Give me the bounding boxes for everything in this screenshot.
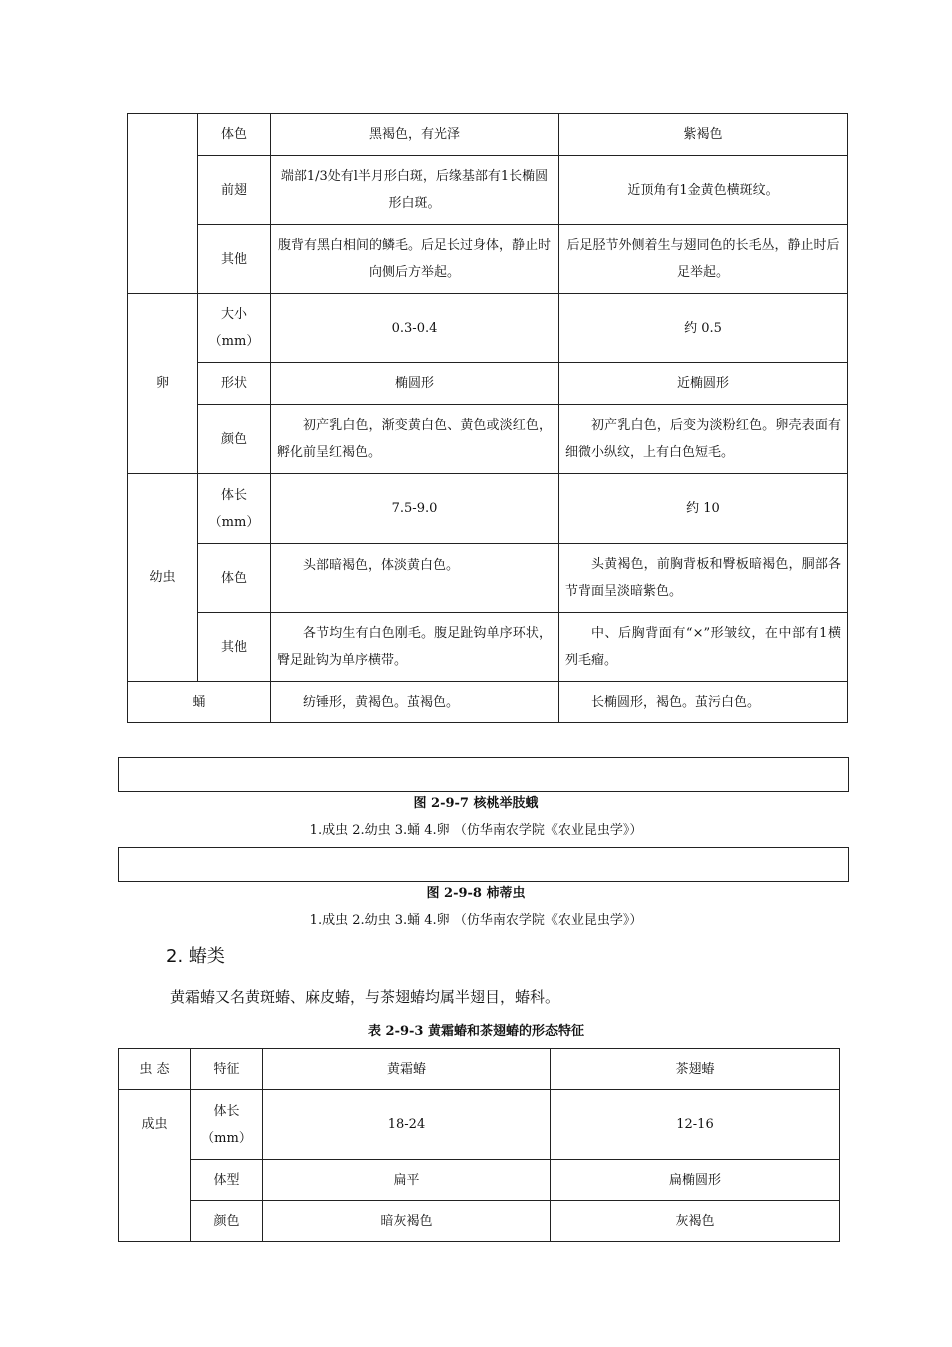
cell-b: 中、后胸背面有“×”形皱纹，在中部有1横列毛瘤。: [559, 613, 848, 682]
cell-a: 扁平: [263, 1160, 551, 1201]
cell-b: 约 10: [559, 474, 848, 544]
cell-a: 黑褐色，有光泽: [271, 114, 559, 156]
cell-b: 近顶角有1金黄色横斑纹。: [559, 156, 848, 225]
cell-a: 7.5-9.0: [271, 474, 559, 544]
cell-a: 0.3-0.4: [271, 294, 559, 363]
stage-cell-egg: 卵: [128, 294, 198, 474]
stage-cell-pupa: 蛹: [128, 682, 271, 723]
cell-a: 18-24: [263, 1090, 551, 1160]
cell-b: 近椭圆形: [559, 363, 848, 405]
feature-label: 大小（mm）: [198, 294, 271, 363]
cell-a: 腹背有黑白相间的鳞毛。后足长过身体，静止时向侧后方举起。: [271, 225, 559, 294]
cell-b: 灰褐色: [551, 1201, 840, 1242]
feature-label: 体色: [198, 544, 271, 613]
cell-b: 12-16: [551, 1090, 840, 1160]
figure-title: 图 2-9-7 核桃举肢蛾: [413, 796, 539, 811]
header-species-a: 黄霜蝽: [263, 1049, 551, 1090]
figure-placeholder: [118, 757, 849, 792]
feature-label: 其他: [198, 613, 271, 682]
figure-title: 图 2-9-8 柿蒂虫: [426, 886, 526, 901]
stink-bug-morphology-table: [118, 1048, 840, 1242]
header-species-b: 茶翅蝽: [551, 1049, 840, 1090]
figure-placeholder: [118, 847, 849, 882]
feature-label: 前翅: [198, 156, 271, 225]
cell-b: 紫褐色: [559, 114, 848, 156]
feature-label: 体色: [198, 114, 271, 156]
cell-b: 头黄褐色，前胸背板和臀板暗褐色，胴部各节背面呈淡暗紫色。: [559, 544, 848, 613]
feature-label: 体长（mm）: [191, 1090, 263, 1160]
cell-a: 初产乳白色，渐变黄白色、黄色或淡红色，孵化前呈红褐色。: [271, 405, 559, 474]
cell-a: 各节均生有白色刚毛。腹足趾钩单序环状，臀足趾钩为单序横带。: [271, 613, 559, 682]
cell-b: 约 0.5: [559, 294, 848, 363]
stage-cell-adult: 成虫: [119, 1090, 191, 1242]
feature-label: 形状: [198, 363, 271, 405]
cell-a: 端部1/3处有l半月形白斑，后缘基部有1长椭圆形白斑。: [271, 156, 559, 225]
feature-label: 其他: [198, 225, 271, 294]
feature-label: 体长（mm）: [198, 474, 271, 544]
header-stage: 虫 态: [119, 1049, 191, 1090]
cell-b: 后足胫节外侧着生与翅同色的长毛丛，静止时后足举起。: [559, 225, 848, 294]
feature-label: 颜色: [191, 1201, 263, 1242]
stage-cell-larva: 幼虫: [128, 474, 198, 682]
cell-b: 初产乳白色，后变为淡粉红色。卵壳表面有细微小纵纹，上有白色短毛。: [559, 405, 848, 474]
figure-caption: 1.成虫 2.幼虫 3.蛹 4.卵 （仿华南农学院《农业昆虫学》）: [309, 913, 643, 928]
stage-cell-adult-empty: [128, 114, 198, 294]
cell-b: 长椭圆形，褐色。茧污白色。: [559, 682, 848, 723]
table-title: 表 2-9-3 黄霜蝽和茶翅蝽的形态特征: [368, 1024, 584, 1039]
cell-a: 椭圆形: [271, 363, 559, 405]
cell-a: 头部暗褐色，体淡黄白色。: [271, 544, 559, 613]
cell-a: 暗灰褐色: [263, 1201, 551, 1242]
feature-label: 颜色: [198, 405, 271, 474]
section-heading: 2. 蝽类: [166, 946, 225, 967]
figure-caption: 1.成虫 2.幼虫 3.蛹 4.卵 （仿华南农学院《农业昆虫学》）: [309, 823, 643, 838]
feature-label: 体型: [191, 1160, 263, 1201]
cell-b: 扁椭圆形: [551, 1160, 840, 1201]
header-feature: 特征: [191, 1049, 263, 1090]
body-paragraph: 黄霜蝽又名黄斑蝽、麻皮蝽，与茶翅蝽均属半翅目，蝽科。: [170, 988, 561, 1006]
morphology-table-continued: [127, 113, 848, 723]
cell-a: 纺锤形，黄褐色。茧褐色。: [271, 682, 559, 723]
